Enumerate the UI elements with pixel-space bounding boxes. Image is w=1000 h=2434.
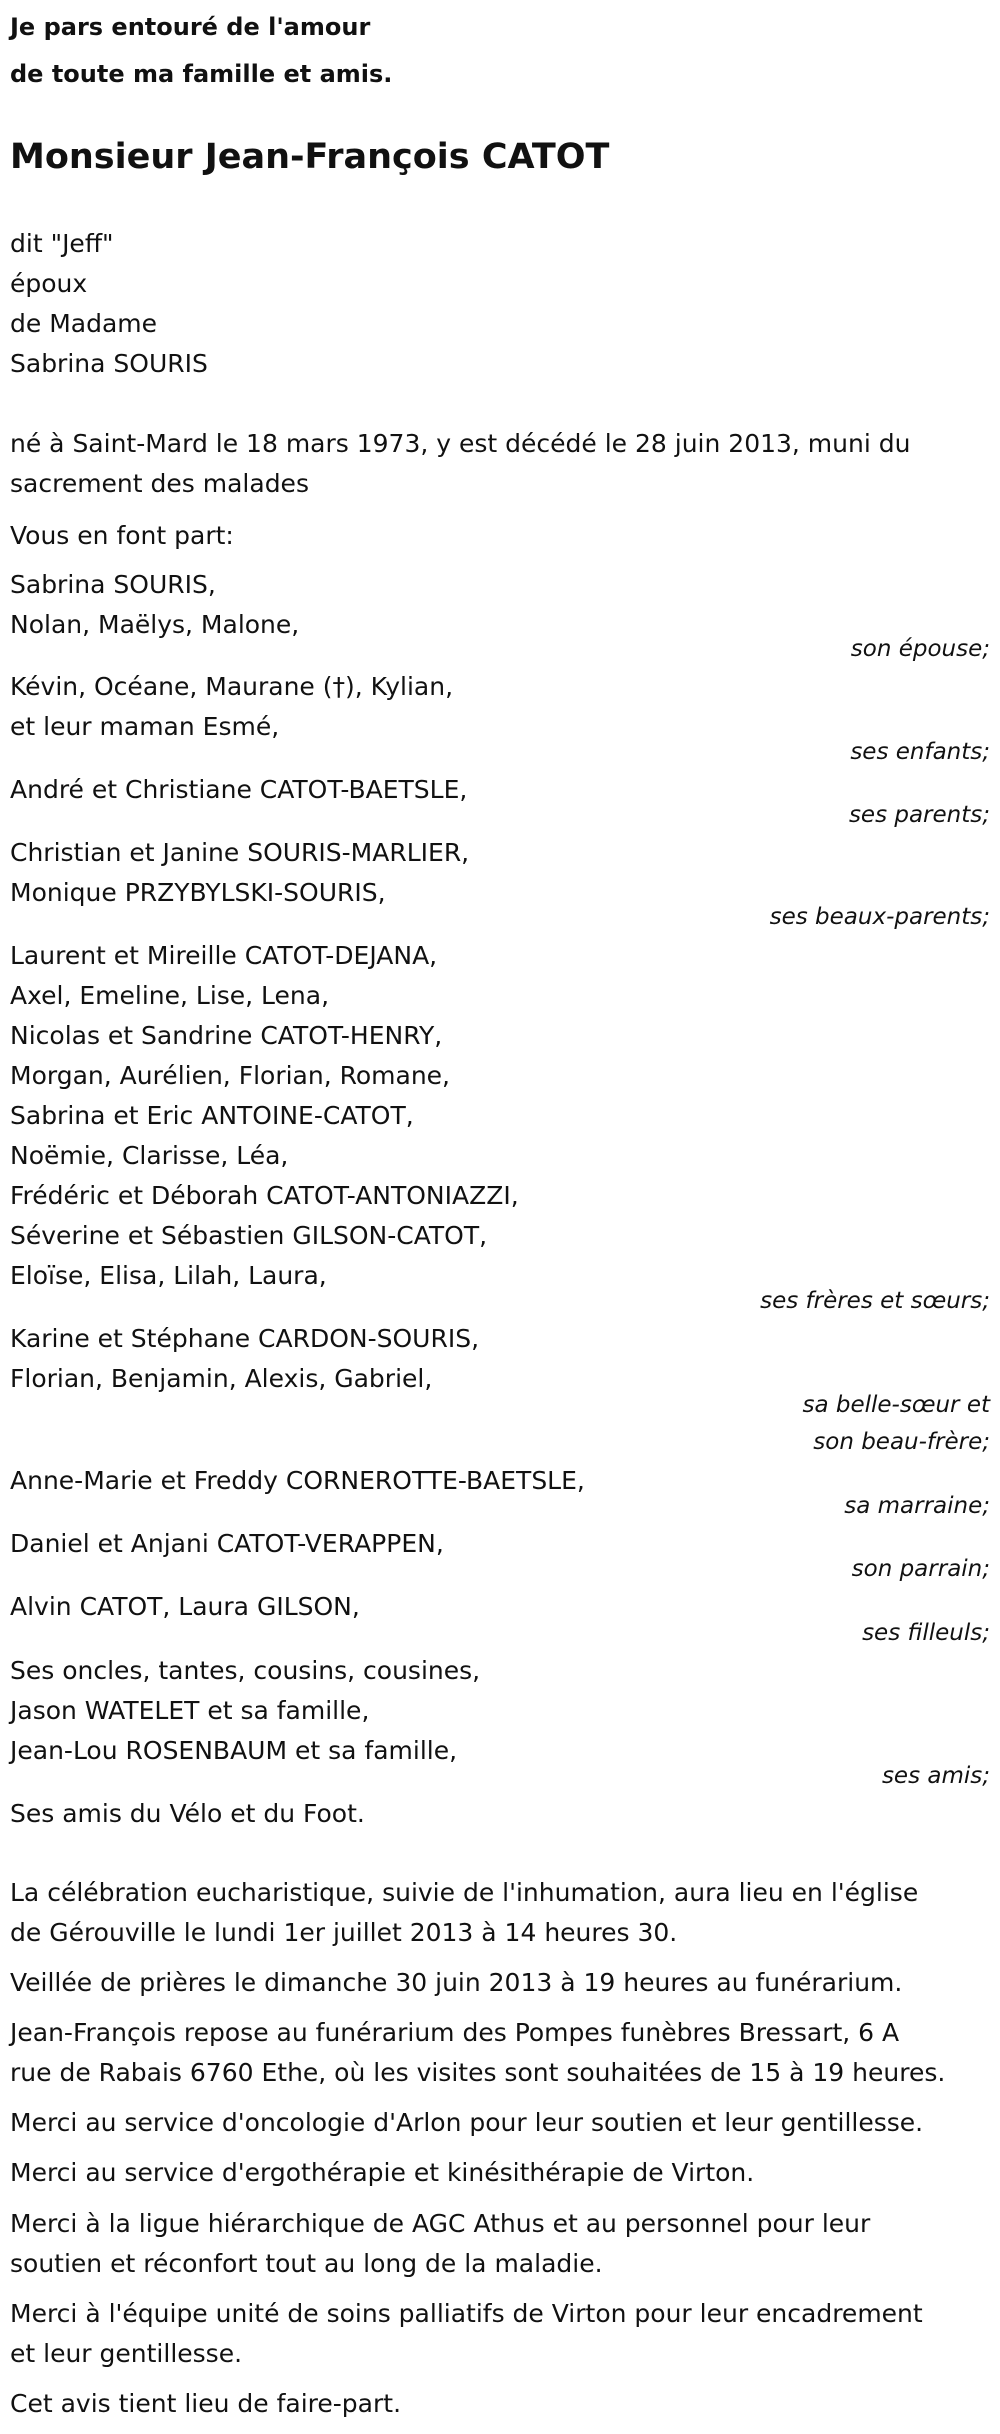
spouse-line: époux — [10, 269, 88, 298]
closing-line: Merci au service d'ergothérapie et kinésithérapie de Virton. — [10, 2158, 755, 2187]
closing-line: Merci à la ligue hiérarchique de AGC Athus et au personnel pour leur — [10, 2209, 871, 2238]
family-relation: ses amis; — [881, 1763, 990, 1789]
family-relation: ses parents; — [848, 802, 990, 828]
closing-line: et leur gentillesse. — [10, 2339, 243, 2368]
announce-line: Vous en font part: — [10, 521, 234, 550]
deceased-name: Monsieur Jean-François CATOT — [10, 137, 610, 177]
family-relation: sa marraine; — [844, 1493, 990, 1519]
family-name-line: Ses oncles, tantes, cousins, cousines, — [10, 1656, 481, 1685]
family-name-line: Eloïse, Elisa, Lilah, Laura, — [10, 1261, 327, 1290]
family-name-line: Noëmie, Clarisse, Léa, — [10, 1141, 289, 1170]
family-name-line: Laurent et Mireille CATOT-DEJANA, — [10, 941, 438, 970]
family-name-line: Alvin CATOT, Laura GILSON, — [10, 1592, 360, 1621]
closing-line: Merci au service d'oncologie d'Arlon pour leur soutien et leur gentillesse. — [10, 2108, 924, 2137]
closing-line: de Gérouville le lundi 1er juillet 2013 à 14 heures 30. — [10, 1918, 678, 1947]
family-name-line: Nicolas et Sandrine CATOT-HENRY, — [10, 1021, 443, 1050]
family-relation: son épouse; — [850, 636, 990, 662]
family-relation: sa belle-sœur et — [802, 1392, 990, 1418]
family-name-line: Daniel et Anjani CATOT-VERAPPEN, — [10, 1529, 444, 1558]
family-name-line: Florian, Benjamin, Alexis, Gabriel, — [10, 1364, 433, 1393]
closing-line: Merci à l'équipe unité de soins palliatifs de Virton pour leur encadrement — [10, 2299, 923, 2328]
closing-line: Veillée de prières le dimanche 30 juin 2013 à 19 heures au funérarium. — [10, 1968, 903, 1997]
family-name-line: Ses amis du Vélo et du Foot. — [10, 1799, 365, 1828]
family-name-line: Kévin, Océane, Maurane (†), Kylian, — [10, 672, 454, 701]
closing-line: rue de Rabais 6760 Ethe, où les visites sont souhaitées de 15 à 19 heures. — [10, 2058, 946, 2087]
family-name-line: Morgan, Aurélien, Florian, Romane, — [10, 1061, 450, 1090]
family-name-line: Frédéric et Déborah CATOT-ANTONIAZZI, — [10, 1181, 519, 1210]
family-name-line: Sabrina et Eric ANTOINE-CATOT, — [10, 1101, 414, 1130]
family-relation: ses enfants; — [850, 739, 990, 765]
family-name-line: Nolan, Maëlys, Malone, — [10, 610, 300, 639]
family-name-line: Jean-Lou ROSENBAUM et sa famille, — [10, 1736, 458, 1765]
closing-line: Cet avis tient lieu de faire-part. — [10, 2389, 402, 2418]
family-relation: ses beaux-parents; — [769, 904, 990, 930]
family-relation: son beau-frère; — [813, 1429, 990, 1455]
family-name-line: et leur maman Esmé, — [10, 712, 280, 741]
spouse-line: Sabrina SOURIS — [10, 349, 208, 378]
birth-death-line: sacrement des malades — [10, 469, 309, 498]
family-relation: son parrain; — [851, 1556, 990, 1582]
closing-line: soutien et réconfort tout au long de la maladie. — [10, 2249, 603, 2278]
closing-line: La célébration eucharistique, suivie de l'inhumation, aura lieu en l'église — [10, 1878, 919, 1907]
family-name-line: Axel, Emeline, Lise, Lena, — [10, 981, 330, 1010]
closing-line: Jean-François repose au funérarium des Pompes funèbres Bressart, 6 A — [10, 2018, 900, 2047]
family-name-line: André et Christiane CATOT-BAETSLE, — [10, 775, 468, 804]
nickname-line: dit "Jeff" — [10, 229, 114, 258]
family-name-line: Karine et Stéphane CARDON-SOURIS, — [10, 1324, 480, 1353]
family-name-line: Jason WATELET et sa famille, — [10, 1696, 370, 1725]
family-relation: ses filleuls; — [862, 1620, 990, 1646]
family-name-line: Monique PRZYBYLSKI-SOURIS, — [10, 878, 386, 907]
family-name-line: Christian et Janine SOURIS-MARLIER, — [10, 838, 470, 867]
family-name-line: Anne-Marie et Freddy CORNEROTTE-BAETSLE, — [10, 1466, 585, 1495]
family-name-line: Sabrina SOURIS, — [10, 570, 216, 599]
intro-line-2: de toute ma famille et amis. — [10, 60, 393, 88]
family-name-line: Séverine et Sébastien GILSON-CATOT, — [10, 1221, 488, 1250]
family-relation: ses frères et sœurs; — [760, 1288, 990, 1314]
intro-line-1: Je pars entouré de l'amour — [10, 13, 371, 41]
spouse-line: de Madame — [10, 309, 158, 338]
birth-death-line: né à Saint-Mard le 18 mars 1973, y est décédé le 28 juin 2013, muni du — [10, 429, 911, 458]
